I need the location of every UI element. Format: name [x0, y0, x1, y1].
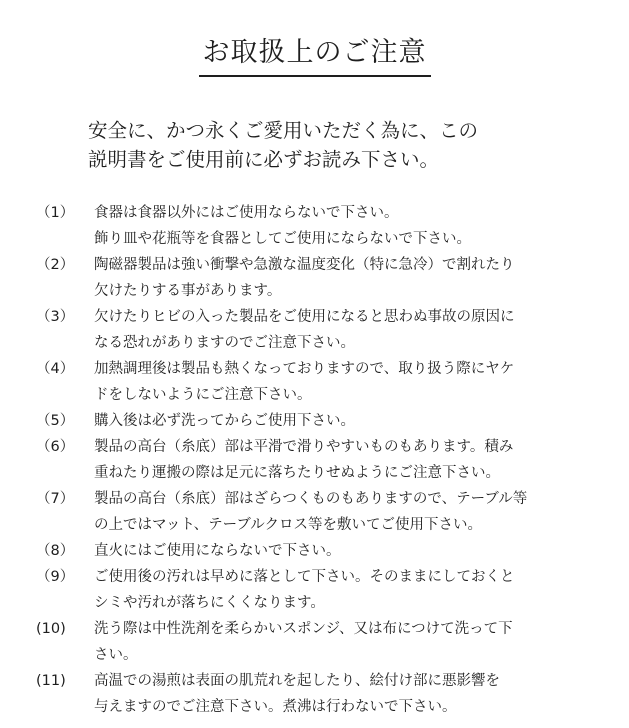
- caution-item: [0, 408, 629, 434]
- item-number: （3）: [36, 309, 75, 325]
- caution-item: [0, 304, 629, 356]
- caution-item: [0, 252, 629, 304]
- intro-paragraph: [88, 116, 558, 174]
- item-line: 飾り皿や花瓶等を食器としてご使用にならないで下さい。: [94, 231, 471, 247]
- item-line: 重ねたり運搬の際は足元に落ちたりせぬようにご注意下さい。: [94, 465, 500, 481]
- item-text: [94, 304, 584, 356]
- item-text: [94, 616, 584, 668]
- caution-item: [0, 616, 629, 668]
- item-text: [94, 668, 584, 720]
- caution-item: [0, 564, 629, 616]
- item-line: 加熱調理後は製品も熱くなっておりますので、取り扱う際にヤケ: [94, 361, 515, 377]
- item-line: 洗う際は中性洗剤を柔らかいスポンジ、又は布につけて洗って下: [94, 621, 513, 637]
- item-text: [94, 564, 584, 616]
- caution-item: [0, 356, 629, 408]
- item-line: 食器は食器以外にはご使用ならないで下さい。: [94, 205, 399, 221]
- caution-item: [0, 486, 629, 538]
- item-number: （6）: [36, 439, 75, 455]
- intro-line: 説明書をご使用前に必ずお読み下さい。: [88, 148, 440, 171]
- item-text: [94, 252, 584, 304]
- item-line: 直火にはご使用にならないで下さい。: [94, 543, 341, 559]
- item-number: (11): [36, 673, 66, 689]
- item-number: (10): [36, 621, 66, 637]
- item-number: （4）: [36, 361, 75, 377]
- item-line: シミや汚れが落ちにくくなります。: [94, 595, 325, 611]
- item-text: [94, 200, 584, 252]
- item-text: [94, 486, 584, 538]
- item-line: なる恐れがありますのでご注意下さい。: [94, 335, 355, 351]
- item-line: 製品の高台（糸底）部はざらつくものもありますので、テーブル等: [94, 491, 528, 507]
- item-number: （2）: [36, 257, 75, 273]
- caution-item: [0, 538, 629, 564]
- item-line: ご使用後の汚れは早めに落として下さい。そのままにしておくと: [94, 569, 515, 585]
- item-line: 欠けたりする事があります。: [94, 283, 282, 299]
- item-text: [94, 356, 584, 408]
- caution-list: [0, 200, 629, 720]
- caution-item: [0, 200, 629, 252]
- title-block: [0, 36, 629, 77]
- caution-item: [0, 668, 629, 720]
- item-line: 購入後は必ず洗ってからご使用下さい。: [94, 413, 355, 429]
- item-line: の上ではマット、テーブルクロス等を敷いてご使用下さい。: [94, 517, 483, 533]
- item-text: [94, 408, 584, 434]
- item-text: [94, 434, 584, 486]
- item-number: （5）: [36, 413, 75, 429]
- item-line: さい。: [94, 647, 138, 663]
- item-line: ドをしないようにご注意下さい。: [94, 387, 312, 403]
- item-number: （1）: [36, 205, 75, 221]
- item-number: （8）: [36, 543, 75, 559]
- item-line: 製品の高台（糸底）部は平滑で滑りやすいものもあります。積み: [94, 439, 514, 455]
- page-title: お取扱上のご注意: [199, 36, 431, 77]
- item-line: 高温での湯煎は表面の肌荒れを起したり、絵付け部に悪影響を: [94, 673, 500, 689]
- item-line: 陶磁器製品は強い衝撃や急激な温度変化（特に急冷）で割れたり: [94, 257, 515, 273]
- item-number: （7）: [36, 491, 75, 507]
- item-number: （9）: [36, 569, 75, 585]
- item-text: [94, 538, 584, 564]
- intro-line: 安全に、かつ永くご愛用いただく為に、この: [88, 119, 479, 142]
- item-line: 欠けたりヒビの入った製品をご使用になると思わぬ事故の原因に: [94, 309, 515, 325]
- caution-item: [0, 434, 629, 486]
- item-line: 与えますのでご注意下さい。煮沸は行わないで下さい。: [94, 699, 457, 715]
